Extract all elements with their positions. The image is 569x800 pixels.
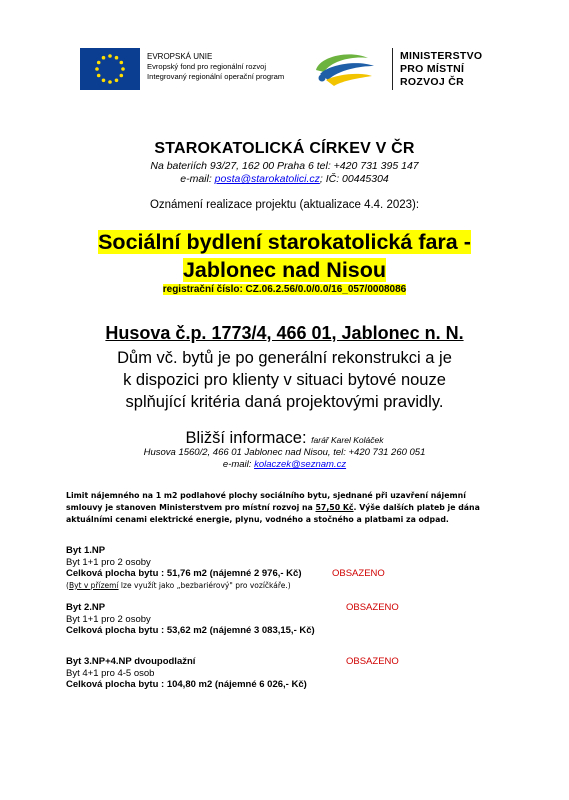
mmr-caption-line3: ROZVOJ ČR	[400, 76, 464, 88]
flat-type: Byt 1+1 pro 2 osoby	[66, 556, 151, 568]
rent-limit-line3: aktuálními cenami elektrické energie, plynu, vodného a stočného a platbami za odpad.	[66, 515, 449, 524]
flat-item	[66, 545, 506, 591]
eu-caption-line2: Evropský fond pro regionální rozvoj	[147, 62, 267, 71]
rent-limit-value: 57,50 Kč	[315, 503, 354, 512]
registration-number-text: registrační číslo: CZ.06.2.56/0.0/0.0/16_057/0008086	[162, 284, 407, 295]
flat-area: Celková plocha bytu : 104,80 m2 (nájemné 6 026,- Kč)	[66, 679, 307, 690]
logo-divider	[392, 48, 393, 90]
org-address: Na bateriích 93/27, 162 00 Praha 6 tel: +420 731 395 147	[150, 160, 419, 172]
eu-caption-line1: EVROPSKÁ UNIE	[147, 52, 213, 61]
status-badge: OBSAZENO	[346, 602, 399, 613]
flat-item	[66, 656, 506, 691]
mmr-caption-line1: MINISTERSTVO	[400, 50, 483, 62]
description-line3: splňující kritéria daná projektovými pravidly.	[125, 393, 444, 411]
flat-area: Celková plocha bytu : 53,62 m2 (nájemné 3 083,15,- Kč)	[66, 625, 315, 636]
flat-note	[66, 580, 506, 592]
flat-heading: Byt 2.NP	[66, 602, 106, 613]
project-title-text1: Sociální bydlení starokatolická fara -	[98, 230, 471, 254]
flat-heading-row	[66, 656, 506, 668]
contact-email-link[interactable]: kolaczek@seznam.cz	[254, 459, 347, 470]
org-email-link[interactable]: posta@starokatolici.cz	[214, 173, 320, 185]
info-heading	[0, 429, 569, 448]
eu-flag-icon	[80, 48, 140, 90]
description-line1: Dům vč. bytů je po generální rekonstrukci a je	[117, 349, 452, 367]
mmr-logo-icon	[310, 50, 380, 88]
org-contact	[0, 173, 569, 185]
mmr-caption-line2: PRO MÍSTNÍ	[400, 63, 465, 75]
info-person: farář Karel Koláček	[311, 435, 384, 445]
flat-heading: Byt 3.NP+4.NP dvoupodlažní	[66, 656, 196, 667]
building-description	[0, 347, 569, 413]
info-label: Bližší informace:	[185, 429, 312, 447]
flat-area: Celková plocha bytu : 51,76 m2 (nájemné 2 976,- Kč)	[66, 568, 302, 579]
project-title-text2: Jablonec nad Nisou	[182, 258, 387, 282]
org-ic: ; IČ: 00445304	[319, 173, 389, 185]
flat-heading-row	[66, 602, 506, 614]
rent-limit-line2	[66, 502, 506, 514]
flat-note-underlined: Byt v přízemí	[68, 580, 119, 590]
status-badge: OBSAZENO	[346, 656, 399, 667]
project-title-line1	[0, 229, 569, 255]
mmr-caption	[400, 50, 482, 89]
logo-bar	[80, 46, 500, 92]
description-line2: k dispozici pro klienty v situaci bytové nouze	[123, 371, 446, 389]
flat-heading: Byt 1.NP	[66, 545, 106, 556]
project-title-line2	[0, 257, 569, 283]
registration-number	[0, 284, 569, 295]
rent-limit-line2-b: . Výše dalších plateb je dána	[353, 503, 480, 512]
eu-caption	[147, 52, 284, 82]
building-address: Husova č.p. 1773/4, 466 01, Jablonec n. N.	[105, 323, 464, 343]
rent-limit-line1: Limit nájemného na 1 m2 podlahové plochy sociálního bytu, sjednané při uzavření nájemní	[66, 491, 466, 500]
contact-email-prefix: e-mail:	[222, 459, 255, 470]
flat-area-row	[66, 568, 506, 580]
announcement: Oznámení realizace projektu (aktualizace 4.4. 2023):	[149, 199, 420, 211]
org-name: STAROKATOLICKÁ CÍRKEV V ČR	[154, 140, 415, 157]
flat-type: Byt 4+1 pro 4-5 osob	[66, 667, 155, 679]
flat-type: Byt 1+1 pro 2 osoby	[66, 613, 151, 625]
contact-email	[0, 459, 569, 470]
rent-limit-line2-a: smlouvy je stanoven Ministerstvem pro místní rozvoj na	[66, 503, 316, 512]
flat-item	[66, 602, 506, 637]
eu-caption-line3: Integrovaný regionální operační program	[147, 72, 285, 81]
rent-limit-paragraph	[66, 490, 506, 526]
flat-note-rest: lze využít jako „bezbariérový" pro vozíčkáře.)	[118, 580, 291, 590]
org-email-prefix: e-mail:	[180, 173, 215, 185]
flat-note-open: (	[66, 580, 69, 590]
contact-address: Husova 1560/2, 466 01 Jablonec nad Nisou, tel: +420 731 260 051	[143, 447, 426, 458]
status-badge: OBSAZENO	[332, 568, 385, 579]
